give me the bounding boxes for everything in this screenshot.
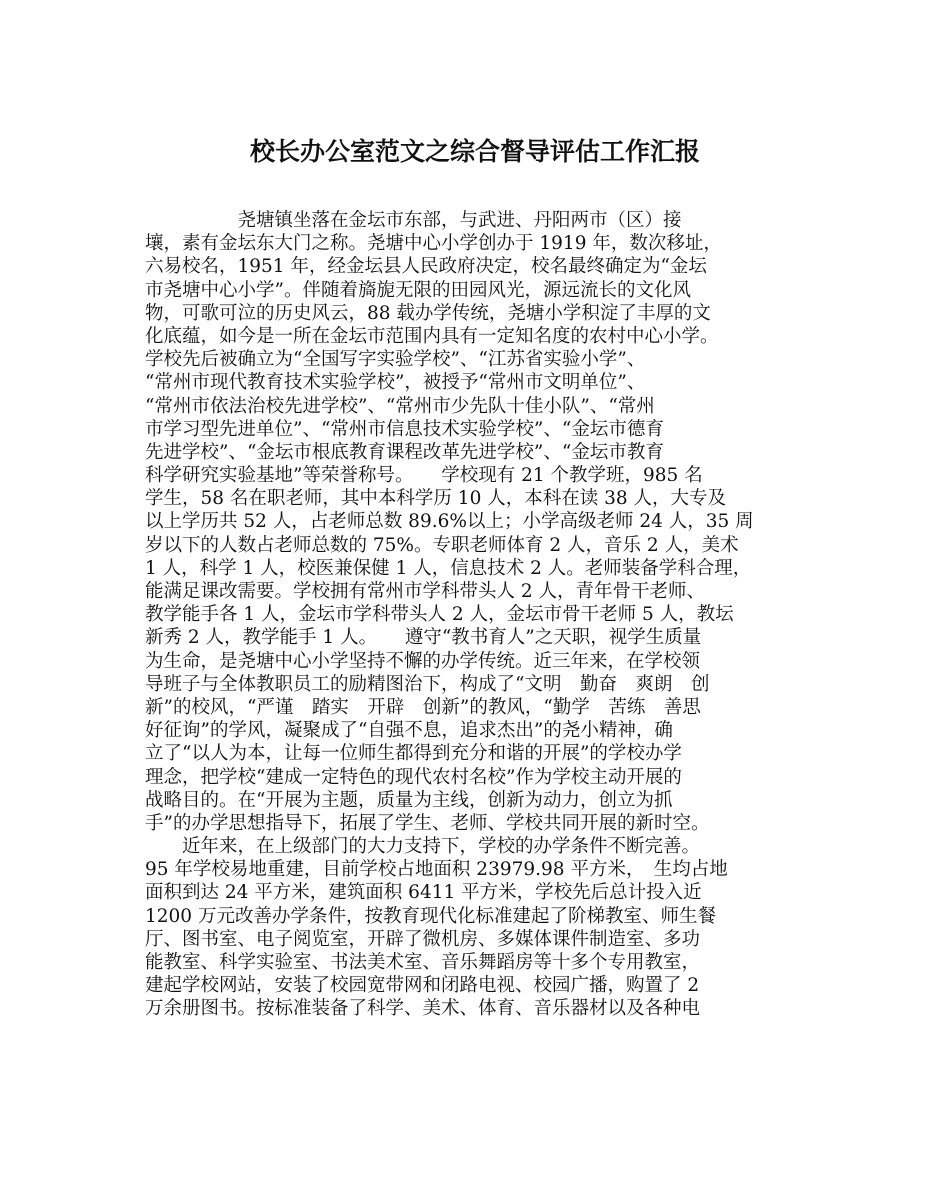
body-text-line: 1 人，科学 1 人，校医兼保健 1 人，信息技术 2 人。老师装备学科合理， — [145, 557, 752, 579]
body-text-line: 立了“以人为本，让每一位师生都得到充分和谐的开展”的学校办学 — [145, 743, 682, 765]
body-text-line: 化底蕴，如今是一所在金坛市范围内具有一定知名度的农村中心小学。 — [145, 325, 719, 347]
body-text-line: 学校先后被确立为“全国写字实验学校”、“江苏省实验小学”、 — [145, 349, 646, 371]
body-text-line: 以上学历共 52 人，占老师总数 89.6%以上；小学高级老师 24 人，35 周 — [145, 511, 754, 533]
body-text-line: 学生，58 名在职老师，其中本科学历 10 人，本科在读 38 人，大专及 — [145, 488, 727, 510]
body-text-line: 面积到达 24 平方米，建筑面积 6411 平方米，学校先后总计投入近 — [145, 882, 702, 904]
body-text-line: 新”的校风，“严谨 踏实 开辟 创新”的教风，“勤学 苦练 善思 — [145, 696, 701, 718]
body-text-line: 手”的办学思想指导下，拓展了学生、老师、学校共同开展的新时空。 — [145, 812, 710, 834]
body-text-line: “常州市现代教育技术实验学校”，被授予“常州市文明单位”、 — [145, 372, 646, 394]
body-text-line: 95 年学校易地重建，目前学校占地面积 23979.98 平方米， 生均占地 — [145, 859, 728, 881]
body-text-line: 六易校名，1951 年，经金坛县人民政府决定，校名最终确定为“金坛 — [145, 256, 707, 278]
body-text-line: 能满足课改需要。学校拥有常州市学科带头人 2 人，青年骨干老师、 — [145, 581, 706, 602]
body-text-line: 壤，素有金坛东大门之称。尧塘中心小学创办于 1919 年，数次移址， — [145, 233, 722, 255]
body-text-line: 厅、图书室、电子阅览室，开辟了微机房、多媒体课件制造室、多功 — [145, 928, 701, 950]
body-text-line: “常州市依法治校先进学校”、“常州市少先队十佳小队”、“常州 — [145, 395, 655, 417]
body-text-line: 科学研究实验基地”等荣誉称号。 学校现有 21 个教学班，985 名 — [145, 465, 703, 487]
body-text-line: 市尧塘中心小学”。伴随着旖旎无限的田园风光，源远流长的文化风 — [145, 279, 691, 301]
body-text-line: 岁以下的人数占老师总数的 75%。专职老师体育 2 人，音乐 2 人，美术 — [145, 534, 739, 556]
body-text-line: 市学习型先进单位”、“常州市信息技术实验学校”、“金坛市德育 — [145, 418, 664, 440]
body-text-line: 尧塘镇坐落在金坛市东部，与武进、丹阳两市（区）接 — [145, 210, 682, 231]
body-text-line: 物，可歌可泣的历史风云，88 载办学传统，尧塘小学积淀了丰厚的文 — [145, 302, 711, 324]
body-text-line: 先进学校”、“金坛市根底教育课程改革先进学校”、“金坛市教育 — [145, 441, 664, 463]
body-text-line: 好征询”的学风，凝聚成了“自强不息，追求杰出”的尧小精神，确 — [145, 720, 673, 742]
body-text-line: 战略目的。在“开展为主题，质量为主线，创新为动力，创立为抓 — [145, 789, 673, 811]
body-text-line: 为生命，是尧塘中心小学坚持不懈的办学传统。近三年来，在学校领 — [145, 650, 701, 672]
body-text-line: 理念，把学校“建成一定特色的现代农村名校”作为学校主动开展的 — [145, 766, 682, 788]
document-body — [145, 209, 825, 1021]
body-text-line: 导班子与全体教职员工的励精图治下，构成了“文明 勤奋 爽朗 创 — [145, 673, 710, 695]
body-text-line: 万余册图书。按标准装备了科学、美术、体育、音乐器材以及各种电 — [145, 998, 701, 1020]
body-text-line: 近年来，在上级部门的大力支持下，学校的办学条件不断完善。 — [145, 836, 701, 858]
body-text-line: 1200 万元改善办学条件，按教育现代化标准建起了阶梯教室、师生餐 — [145, 905, 716, 927]
body-text-line: 教学能手各 1 人，金坛市学科带头人 2 人，金坛市骨干老师 5 人，教坛 — [145, 604, 734, 626]
body-text-line: 能教室、科学实验室、书法美术室、音乐舞蹈房等十多个专用教室， — [145, 952, 701, 973]
document-title: 校长办公室范文之综合督导评估工作汇报 — [249, 137, 700, 166]
body-text-line: 建起学校网站，安装了校园宽带网和闭路电视、校园广播，购置了 2 — [145, 975, 700, 997]
body-text-line: 新秀 2 人，教学能手 1 人。 遵守“教书育人”之天职，视学生质量 — [145, 627, 702, 649]
